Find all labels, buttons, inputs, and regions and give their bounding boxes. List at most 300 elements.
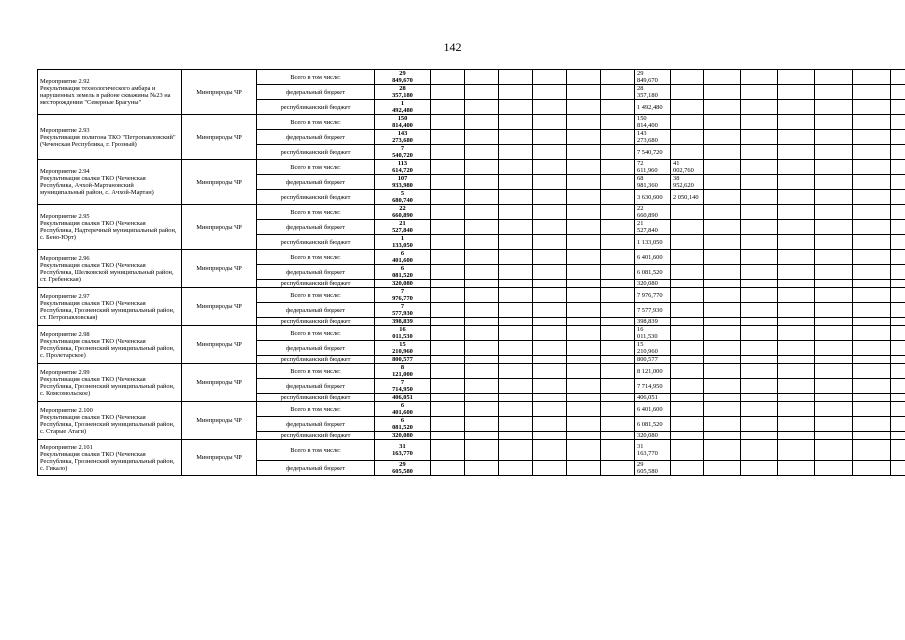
empty-cell <box>465 341 499 356</box>
measure-name: Мероприятие 2.97 Рекультивация свалки ТКО (Чеченская Республика, Грозненский муниципальный район, ст. Петропавловская) <box>38 288 182 326</box>
empty-cell <box>853 160 891 175</box>
empty-cell <box>891 356 905 364</box>
empty-cell <box>601 280 635 288</box>
empty-cell <box>815 130 853 145</box>
total-amount: 6 081,520 <box>375 417 431 432</box>
total-amount: 143 273,680 <box>375 130 431 145</box>
empty-cell <box>431 190 465 205</box>
total-amount: 5 680,740 <box>375 190 431 205</box>
empty-cell <box>778 145 815 160</box>
empty-cell <box>741 115 778 130</box>
empty-cell <box>601 205 635 220</box>
funding-source: Всего в том числе: <box>257 250 375 265</box>
empty-cell <box>499 145 533 160</box>
total-amount: 1 133,050 <box>375 235 431 250</box>
empty-cell <box>601 175 635 190</box>
funding-source: республиканский бюджет <box>257 394 375 402</box>
year-amount: 7 714,950 <box>635 379 671 394</box>
empty-cell <box>778 432 815 440</box>
total-amount: 6 401,600 <box>375 402 431 417</box>
empty-cell <box>431 402 465 417</box>
total-amount: 8 121,000 <box>375 364 431 379</box>
empty-cell <box>567 461 601 476</box>
year-amount: 28 357,180 <box>635 85 671 100</box>
empty-cell <box>815 341 853 356</box>
empty-cell <box>853 100 891 115</box>
empty-cell <box>741 417 778 432</box>
empty-cell <box>853 130 891 145</box>
empty-cell <box>741 145 778 160</box>
funding-source: Всего в том числе: <box>257 440 375 461</box>
table-row <box>38 288 905 303</box>
empty-cell <box>431 417 465 432</box>
year-amount: 143 273,680 <box>635 130 671 145</box>
table-row <box>38 402 905 417</box>
year-amount <box>671 432 704 440</box>
measure-name: Мероприятие 2.99 Рекультивация свалки ТКО (Чеченская Республика, Грозненский муниципальный район, с. Комсомольское) <box>38 364 182 402</box>
empty-cell <box>567 265 601 280</box>
empty-cell <box>891 379 905 394</box>
empty-cell <box>891 205 905 220</box>
empty-cell <box>741 356 778 364</box>
year-amount <box>671 265 704 280</box>
empty-cell <box>853 145 891 160</box>
year-amount <box>671 417 704 432</box>
empty-cell <box>741 280 778 288</box>
empty-cell <box>815 115 853 130</box>
year-amount: 6 081,520 <box>635 265 671 280</box>
year-amount: 320,080 <box>635 432 671 440</box>
empty-cell <box>431 220 465 235</box>
empty-cell <box>465 280 499 288</box>
empty-cell <box>567 280 601 288</box>
empty-cell <box>704 190 741 205</box>
empty-cell <box>601 364 635 379</box>
total-amount: 113 614,720 <box>375 160 431 175</box>
empty-cell <box>431 364 465 379</box>
year-amount: 15 210,960 <box>635 341 671 356</box>
empty-cell <box>533 115 567 130</box>
empty-cell <box>704 417 741 432</box>
measure-name: Мероприятие 2.98 Рекультивация свалки ТКО (Чеченская Республика, Грозненский муниципальный район, с. Пролетарское) <box>38 326 182 364</box>
year-amount: 7 976,770 <box>635 288 671 303</box>
empty-cell <box>778 461 815 476</box>
empty-cell <box>533 402 567 417</box>
empty-cell <box>465 461 499 476</box>
year-amount <box>671 220 704 235</box>
empty-cell <box>815 250 853 265</box>
empty-cell <box>465 145 499 160</box>
empty-cell <box>465 318 499 326</box>
empty-cell <box>704 250 741 265</box>
empty-cell <box>815 432 853 440</box>
empty-cell <box>741 220 778 235</box>
empty-cell <box>465 70 499 85</box>
total-amount: 150 814,400 <box>375 115 431 130</box>
empty-cell <box>431 145 465 160</box>
year-amount <box>671 394 704 402</box>
empty-cell <box>741 100 778 115</box>
empty-cell <box>778 326 815 341</box>
empty-cell <box>431 235 465 250</box>
empty-cell <box>853 115 891 130</box>
empty-cell <box>601 145 635 160</box>
year-amount <box>671 280 704 288</box>
empty-cell <box>741 160 778 175</box>
empty-cell <box>601 394 635 402</box>
empty-cell <box>533 379 567 394</box>
year-amount <box>671 402 704 417</box>
total-amount: 15 210,960 <box>375 341 431 356</box>
empty-cell <box>891 440 905 461</box>
funding-source: республиканский бюджет <box>257 356 375 364</box>
funding-source: республиканский бюджет <box>257 235 375 250</box>
total-amount: 7 976,770 <box>375 288 431 303</box>
empty-cell <box>778 341 815 356</box>
empty-cell <box>741 235 778 250</box>
funding-source: республиканский бюджет <box>257 432 375 440</box>
empty-cell <box>567 402 601 417</box>
empty-cell <box>891 145 905 160</box>
funding-source: Всего в том числе: <box>257 160 375 175</box>
measure-executor: Минприроды ЧР <box>182 440 257 476</box>
empty-cell <box>741 379 778 394</box>
empty-cell <box>741 190 778 205</box>
empty-cell <box>601 220 635 235</box>
empty-cell <box>431 379 465 394</box>
empty-cell <box>465 205 499 220</box>
empty-cell <box>741 250 778 265</box>
empty-cell <box>704 379 741 394</box>
empty-cell <box>465 130 499 145</box>
empty-cell <box>741 440 778 461</box>
empty-cell <box>499 85 533 100</box>
empty-cell <box>499 190 533 205</box>
empty-cell <box>567 70 601 85</box>
empty-cell <box>778 70 815 85</box>
empty-cell <box>499 432 533 440</box>
empty-cell <box>815 160 853 175</box>
empty-cell <box>741 394 778 402</box>
empty-cell <box>778 205 815 220</box>
year-amount <box>671 303 704 318</box>
funding-source: Всего в том числе: <box>257 205 375 220</box>
empty-cell <box>431 130 465 145</box>
year-amount: 22 660,890 <box>635 205 671 220</box>
empty-cell <box>601 356 635 364</box>
measure-executor: Минприроды ЧР <box>182 70 257 115</box>
empty-cell <box>465 364 499 379</box>
year-amount <box>671 85 704 100</box>
empty-cell <box>465 356 499 364</box>
empty-cell <box>499 205 533 220</box>
total-amount: 6 401,600 <box>375 250 431 265</box>
year-amount: 6 401,600 <box>635 250 671 265</box>
empty-cell <box>601 250 635 265</box>
empty-cell <box>815 303 853 318</box>
empty-cell <box>431 341 465 356</box>
empty-cell <box>853 326 891 341</box>
empty-cell <box>601 341 635 356</box>
empty-cell <box>431 440 465 461</box>
empty-cell <box>431 205 465 220</box>
empty-cell <box>499 461 533 476</box>
empty-cell <box>465 303 499 318</box>
funding-source: федеральный бюджет <box>257 341 375 356</box>
empty-cell <box>704 402 741 417</box>
empty-cell <box>499 288 533 303</box>
empty-cell <box>601 318 635 326</box>
empty-cell <box>704 341 741 356</box>
empty-cell <box>431 461 465 476</box>
empty-cell <box>741 70 778 85</box>
year-amount <box>671 130 704 145</box>
empty-cell <box>853 461 891 476</box>
empty-cell <box>778 402 815 417</box>
empty-cell <box>567 145 601 160</box>
empty-cell <box>704 175 741 190</box>
funding-source: федеральный бюджет <box>257 303 375 318</box>
empty-cell <box>704 432 741 440</box>
empty-cell <box>431 85 465 100</box>
empty-cell <box>891 160 905 175</box>
empty-cell <box>853 379 891 394</box>
funding-source: Всего в том числе: <box>257 326 375 341</box>
funding-source: республиканский бюджет <box>257 145 375 160</box>
empty-cell <box>891 288 905 303</box>
empty-cell <box>533 265 567 280</box>
empty-cell <box>601 160 635 175</box>
table-row <box>38 160 905 175</box>
empty-cell <box>499 364 533 379</box>
empty-cell <box>891 100 905 115</box>
empty-cell <box>567 175 601 190</box>
empty-cell <box>891 220 905 235</box>
measure-executor: Минприроды ЧР <box>182 205 257 250</box>
empty-cell <box>891 175 905 190</box>
empty-cell <box>891 394 905 402</box>
empty-cell <box>499 265 533 280</box>
empty-cell <box>815 402 853 417</box>
empty-cell <box>567 417 601 432</box>
empty-cell <box>704 100 741 115</box>
empty-cell <box>533 220 567 235</box>
year-amount <box>671 250 704 265</box>
measure-name: Мероприятие 2.100 Рекультивация свалки ТКО (Чеченская Республика, Грозненский муниципальный район, с. Старые Атаги) <box>38 402 182 440</box>
empty-cell <box>815 417 853 432</box>
empty-cell <box>533 280 567 288</box>
empty-cell <box>853 402 891 417</box>
empty-cell <box>778 265 815 280</box>
empty-cell <box>601 100 635 115</box>
empty-cell <box>815 100 853 115</box>
empty-cell <box>533 205 567 220</box>
empty-cell <box>891 318 905 326</box>
year-amount <box>671 364 704 379</box>
total-amount: 107 933,980 <box>375 175 431 190</box>
empty-cell <box>815 379 853 394</box>
empty-cell <box>815 235 853 250</box>
total-amount: 406,051 <box>375 394 431 402</box>
empty-cell <box>853 85 891 100</box>
empty-cell <box>465 160 499 175</box>
measure-executor: Минприроды ЧР <box>182 364 257 402</box>
measure-executor: Минприроды ЧР <box>182 402 257 440</box>
empty-cell <box>853 265 891 280</box>
empty-cell <box>431 318 465 326</box>
total-amount: 320,080 <box>375 280 431 288</box>
year-amount: 406,051 <box>635 394 671 402</box>
empty-cell <box>601 417 635 432</box>
empty-cell <box>431 265 465 280</box>
measure-name: Мероприятие 2.101 Рекультивация свалки ТКО (Чеченская Республика, Грозненский муниципальный район, с. Гикало) <box>38 440 182 476</box>
year-amount: 800,577 <box>635 356 671 364</box>
year-amount: 398,839 <box>635 318 671 326</box>
empty-cell <box>741 205 778 220</box>
empty-cell <box>465 394 499 402</box>
page-number: 142 <box>443 40 462 54</box>
empty-cell <box>741 461 778 476</box>
empty-cell <box>567 394 601 402</box>
empty-cell <box>431 250 465 265</box>
empty-cell <box>741 288 778 303</box>
funding-source: федеральный бюджет <box>257 175 375 190</box>
empty-cell <box>704 364 741 379</box>
empty-cell <box>853 235 891 250</box>
empty-cell <box>499 250 533 265</box>
measure-name: Мероприятие 2.95 Рекультивация свалки ТКО (Чеченская Республика, Надтеречный муниципальный район, с. Бено-Юрт) <box>38 205 182 250</box>
empty-cell <box>815 326 853 341</box>
empty-cell <box>533 288 567 303</box>
empty-cell <box>499 356 533 364</box>
empty-cell <box>533 440 567 461</box>
empty-cell <box>704 160 741 175</box>
year-amount: 1 133,050 <box>635 235 671 250</box>
measure-name: Мероприятие 2.92 Рекультивация технологического амбара и нарушенных земель в районе скважины №23 на месторождении "Северные Брагуны" <box>38 70 182 115</box>
table-row <box>38 326 905 341</box>
empty-cell <box>567 220 601 235</box>
empty-cell <box>778 235 815 250</box>
empty-cell <box>567 326 601 341</box>
empty-cell <box>431 356 465 364</box>
empty-cell <box>853 190 891 205</box>
year-amount <box>671 356 704 364</box>
year-amount: 150 814,400 <box>635 115 671 130</box>
empty-cell <box>431 394 465 402</box>
empty-cell <box>465 417 499 432</box>
empty-cell <box>567 85 601 100</box>
empty-cell <box>815 190 853 205</box>
total-amount: 320,080 <box>375 432 431 440</box>
measure-name: Мероприятие 2.93 Рекультивация полигона ТКО "Петропавловский" (Чеченская Республика, г. Грозный) <box>38 115 182 160</box>
empty-cell <box>465 85 499 100</box>
total-amount: 800,577 <box>375 356 431 364</box>
funding-source: федеральный бюджет <box>257 461 375 476</box>
empty-cell <box>704 326 741 341</box>
year-amount: 29 849,670 <box>635 70 671 85</box>
year-amount: 7 540,720 <box>635 145 671 160</box>
empty-cell <box>704 356 741 364</box>
empty-cell <box>704 205 741 220</box>
empty-cell <box>465 250 499 265</box>
measure-executor: Минприроды ЧР <box>182 250 257 288</box>
empty-cell <box>853 288 891 303</box>
empty-cell <box>465 100 499 115</box>
empty-cell <box>853 318 891 326</box>
empty-cell <box>567 190 601 205</box>
empty-cell <box>704 85 741 100</box>
empty-cell <box>601 235 635 250</box>
empty-cell <box>741 432 778 440</box>
empty-cell <box>778 288 815 303</box>
empty-cell <box>853 220 891 235</box>
empty-cell <box>567 379 601 394</box>
empty-cell <box>891 461 905 476</box>
empty-cell <box>533 85 567 100</box>
empty-cell <box>601 432 635 440</box>
empty-cell <box>499 160 533 175</box>
empty-cell <box>704 280 741 288</box>
empty-cell <box>741 175 778 190</box>
empty-cell <box>778 115 815 130</box>
empty-cell <box>567 341 601 356</box>
empty-cell <box>567 303 601 318</box>
year-amount <box>671 288 704 303</box>
funding-source: Всего в том числе: <box>257 364 375 379</box>
funding-source: федеральный бюджет <box>257 220 375 235</box>
table-row <box>38 70 905 85</box>
empty-cell <box>853 356 891 364</box>
funding-source: Всего в том числе: <box>257 402 375 417</box>
empty-cell <box>465 235 499 250</box>
empty-cell <box>815 85 853 100</box>
empty-cell <box>815 364 853 379</box>
total-amount: 7 577,930 <box>375 303 431 318</box>
empty-cell <box>567 364 601 379</box>
empty-cell <box>567 160 601 175</box>
empty-cell <box>891 265 905 280</box>
empty-cell <box>704 130 741 145</box>
empty-cell <box>499 115 533 130</box>
empty-cell <box>533 250 567 265</box>
empty-cell <box>499 417 533 432</box>
empty-cell <box>815 265 853 280</box>
table-row <box>38 250 905 265</box>
empty-cell <box>431 100 465 115</box>
empty-cell <box>778 417 815 432</box>
empty-cell <box>465 288 499 303</box>
empty-cell <box>891 70 905 85</box>
funding-source: федеральный бюджет <box>257 130 375 145</box>
empty-cell <box>431 432 465 440</box>
year-amount <box>671 205 704 220</box>
empty-cell <box>465 379 499 394</box>
empty-cell <box>741 265 778 280</box>
funding-source: Всего в том числе: <box>257 70 375 85</box>
year-amount <box>671 440 704 461</box>
empty-cell <box>601 402 635 417</box>
empty-cell <box>891 235 905 250</box>
total-amount: 29 849,670 <box>375 70 431 85</box>
empty-cell <box>499 394 533 402</box>
funding-source: Всего в том числе: <box>257 288 375 303</box>
empty-cell <box>431 70 465 85</box>
total-amount: 31 163,770 <box>375 440 431 461</box>
total-amount: 7 540,720 <box>375 145 431 160</box>
empty-cell <box>778 364 815 379</box>
empty-cell <box>815 175 853 190</box>
table-row <box>38 440 905 461</box>
